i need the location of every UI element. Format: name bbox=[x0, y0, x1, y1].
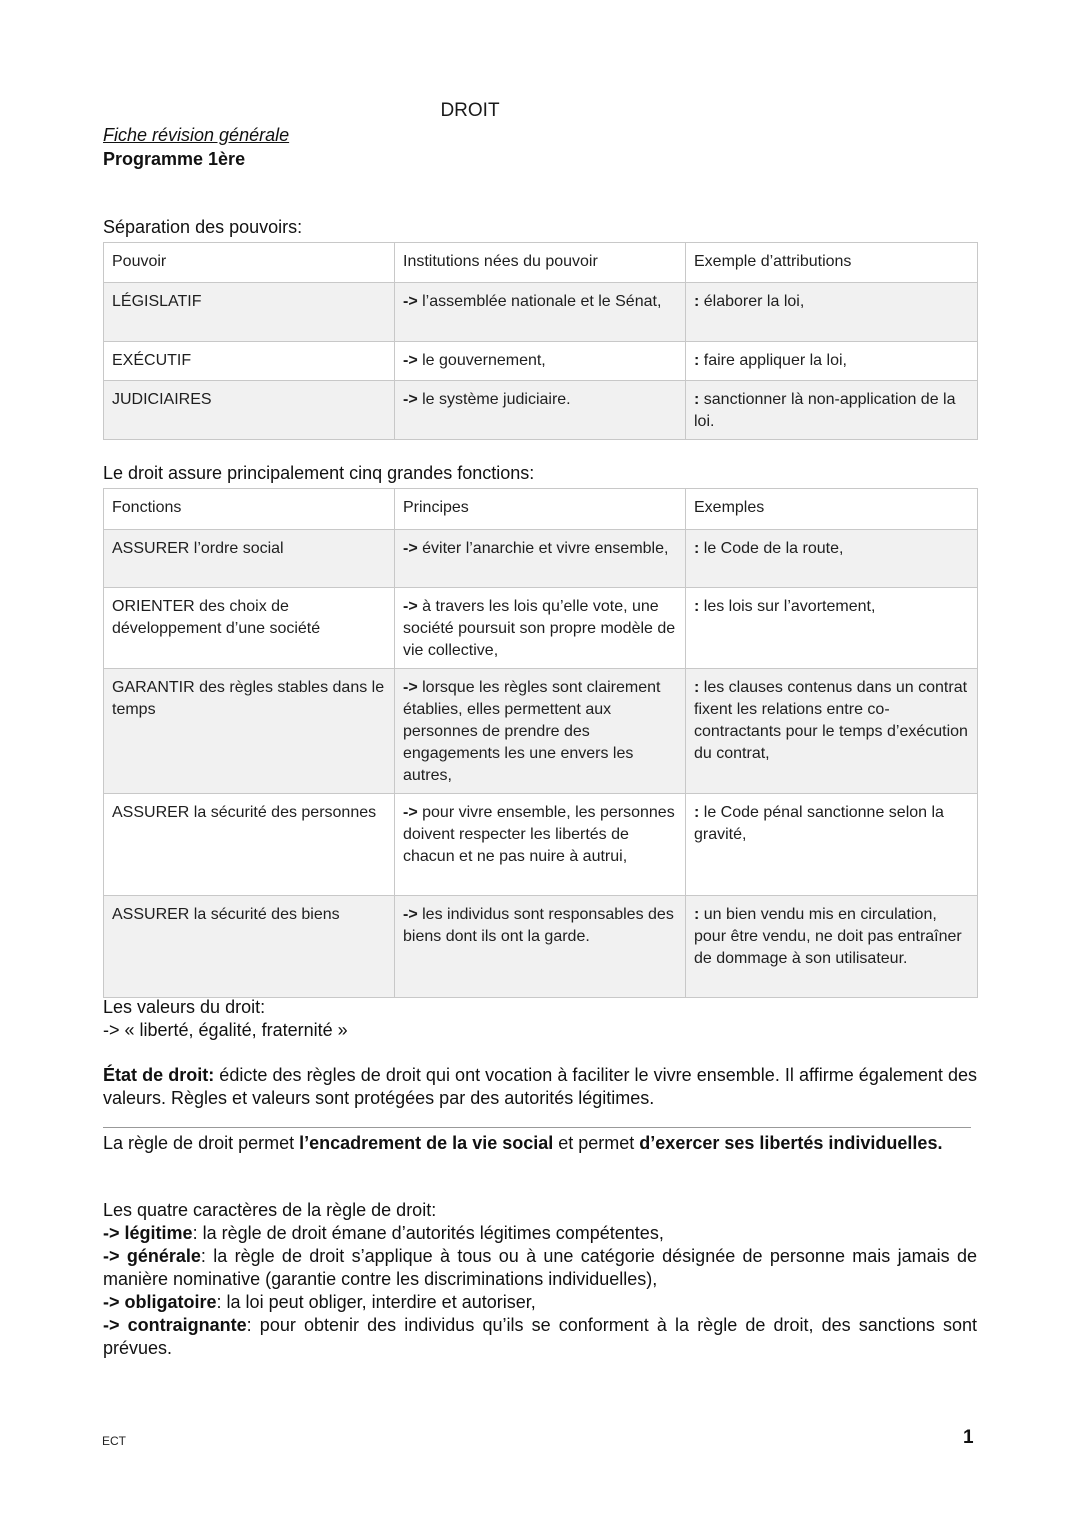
principe-text: lorsque les règles sont clairement établies, elles permettent aux personnes de prendre des engagements les une envers les autres, bbox=[403, 679, 661, 784]
table-row bbox=[104, 794, 978, 896]
fonctions-table bbox=[103, 488, 978, 998]
colon-marker: : bbox=[694, 352, 700, 369]
arrow-marker: -> bbox=[403, 391, 418, 408]
column-header: Institutions nées du pouvoir bbox=[395, 243, 686, 283]
arrow-marker: -> bbox=[103, 1223, 120, 1243]
institution-cell bbox=[395, 283, 686, 342]
column-header: Exemple d’attributions bbox=[686, 243, 978, 283]
caracteres-list bbox=[103, 1199, 977, 1360]
colon-marker: : bbox=[694, 540, 700, 557]
table-row bbox=[104, 283, 978, 342]
etat-de-droit-text: édicte des règles de droit qui ont vocation à faciliter le vivre ensemble. Il affirme également des valeurs. Règles et valeurs sont protégées par des autorités légitimes. bbox=[103, 1065, 977, 1108]
programme-label: Programme 1ère bbox=[103, 149, 246, 169]
list-item bbox=[103, 1291, 977, 1314]
colon-marker: : bbox=[694, 391, 700, 408]
arrow-marker: -> bbox=[403, 352, 418, 369]
institution-text: le gouvernement, bbox=[417, 352, 546, 369]
arrow-marker: -> bbox=[403, 906, 418, 923]
caractere-term: légitime bbox=[124, 1223, 193, 1243]
attribution-cell bbox=[686, 342, 978, 381]
arrow-marker: -> bbox=[103, 1246, 120, 1266]
arrow-marker: -> bbox=[403, 293, 418, 310]
attribution-cell bbox=[686, 381, 978, 440]
exemple-text: les clauses contenus dans un contrat fixent les relations entre co-contractants pour le temps d’exécution du contrat, bbox=[694, 679, 968, 762]
separator-line bbox=[103, 1127, 971, 1128]
pouvoir-cell: EXÉCUTIF bbox=[104, 342, 395, 381]
caractere-text: : la règle de droit émane d’autorités légitimes compétentes, bbox=[192, 1223, 664, 1243]
colon-marker: : bbox=[694, 906, 700, 923]
exemple-cell bbox=[686, 794, 978, 896]
footer-label: ECT bbox=[102, 1434, 126, 1448]
pouvoir-cell: JUDICIAIRES bbox=[104, 381, 395, 440]
principe-text: à travers les lois qu’elle vote, une société poursuit son propre modèle de vie collective, bbox=[403, 598, 676, 659]
fonction-cell: ASSURER l’ordre social bbox=[104, 530, 395, 588]
page-number: 1 bbox=[963, 1427, 974, 1448]
colon-marker: : bbox=[694, 598, 700, 615]
column-header: Principes bbox=[395, 489, 686, 530]
principe-cell bbox=[395, 669, 686, 794]
list-item bbox=[103, 1314, 977, 1360]
column-header: Exemples bbox=[686, 489, 978, 530]
arrow-marker: -> bbox=[403, 679, 418, 696]
exemple-cell bbox=[686, 896, 978, 998]
regle-emphasis: d’exercer ses libertés individuelles. bbox=[639, 1133, 943, 1153]
principe-cell bbox=[395, 794, 686, 896]
list-item bbox=[103, 1222, 977, 1245]
caractere-term: générale bbox=[126, 1246, 201, 1266]
separation-heading: Séparation des pouvoirs: bbox=[103, 217, 303, 237]
exemple-text: le Code de la route, bbox=[699, 540, 844, 557]
table-row bbox=[104, 342, 978, 381]
table-header-row bbox=[104, 243, 978, 283]
pouvoir-cell: LÉGISLATIF bbox=[104, 283, 395, 342]
arrow-marker: -> bbox=[103, 1292, 120, 1312]
colon-marker: : bbox=[694, 804, 700, 821]
fonctions-heading: Le droit assure principalement cinq grandes fonctions: bbox=[103, 463, 535, 483]
document-title: DROIT bbox=[440, 100, 500, 121]
arrow-marker: -> bbox=[403, 804, 418, 821]
table-row bbox=[104, 588, 978, 669]
column-header: Pouvoir bbox=[104, 243, 395, 283]
table-row bbox=[104, 381, 978, 440]
exemple-cell bbox=[686, 588, 978, 669]
exemple-text: le Code pénal sanctionne selon la gravité, bbox=[694, 804, 944, 843]
attribution-text: élaborer la loi, bbox=[699, 293, 805, 310]
exemple-cell bbox=[686, 669, 978, 794]
principe-cell bbox=[395, 530, 686, 588]
list-item bbox=[103, 1245, 977, 1291]
etat-de-droit-term: État de droit: bbox=[103, 1065, 215, 1085]
caractere-text: : la règle de droit s’applique à tous ou à une catégorie désignée de personne mais jamais de manière nominative (garantie contre les discriminations individuelles), bbox=[103, 1246, 977, 1289]
etat-de-droit-paragraph bbox=[103, 1064, 977, 1110]
arrow-marker: -> bbox=[403, 540, 418, 557]
valeurs-heading: Les valeurs du droit: bbox=[103, 997, 266, 1017]
fonction-cell: GARANTIR des règles stables dans le temps bbox=[104, 669, 395, 794]
arrow-marker: -> bbox=[103, 1315, 120, 1335]
institution-cell bbox=[395, 342, 686, 381]
fonction-cell: ASSURER la sécurité des personnes bbox=[104, 794, 395, 896]
colon-marker: : bbox=[694, 679, 700, 696]
exemple-cell bbox=[686, 530, 978, 588]
regle-text: et permet bbox=[553, 1133, 640, 1153]
principe-text: les individus sont responsables des biens dont ils ont la garde. bbox=[403, 906, 674, 945]
separation-table bbox=[103, 242, 978, 440]
valeurs-text: -> « liberté, égalité, fraternité » bbox=[103, 1020, 348, 1040]
exemple-text: un bien vendu mis en circulation, pour être vendu, ne doit pas entraîner de dommage à son utilisateur. bbox=[694, 906, 962, 967]
attribution-text: faire appliquer la loi, bbox=[699, 352, 847, 369]
table-row bbox=[104, 896, 978, 998]
arrow-marker: -> bbox=[403, 598, 418, 615]
table-row bbox=[104, 669, 978, 794]
caractere-text: : la loi peut obliger, interdire et autoriser, bbox=[216, 1292, 536, 1312]
principe-cell bbox=[395, 588, 686, 669]
caractere-term: contraignante bbox=[127, 1315, 247, 1335]
document-subtitle: Fiche révision générale bbox=[103, 125, 290, 145]
exemple-text: les lois sur l’avortement, bbox=[699, 598, 876, 615]
caractere-term: obligatoire bbox=[124, 1292, 217, 1312]
colon-marker: : bbox=[694, 293, 700, 310]
fonction-cell: ASSURER la sécurité des biens bbox=[104, 896, 395, 998]
principe-cell bbox=[395, 896, 686, 998]
regle-paragraph bbox=[103, 1132, 977, 1155]
column-header: Fonctions bbox=[104, 489, 395, 530]
principe-text: pour vivre ensemble, les personnes doivent respecter les libertés de chacun et ne pas nuire à autrui, bbox=[403, 804, 675, 865]
principe-text: éviter l’anarchie et vivre ensemble, bbox=[417, 540, 669, 557]
caracteres-heading: Les quatre caractères de la règle de droit: bbox=[103, 1200, 437, 1220]
caractere-text: : pour obtenir des individus qu’ils se conforment à la règle de droit, des sanctions sont prévues. bbox=[103, 1315, 977, 1358]
regle-text: La règle de droit permet bbox=[103, 1133, 300, 1153]
attribution-text: sanctionner là non-application de la loi. bbox=[694, 391, 956, 430]
table-header-row bbox=[104, 489, 978, 530]
fonction-cell: ORIENTER des choix de développement d’une société bbox=[104, 588, 395, 669]
attribution-cell bbox=[686, 283, 978, 342]
table-row bbox=[104, 530, 978, 588]
institution-cell bbox=[395, 381, 686, 440]
regle-emphasis: l’encadrement de la vie social bbox=[299, 1133, 554, 1153]
institution-text: l’assemblée nationale et le Sénat, bbox=[417, 293, 662, 310]
institution-text: le système judiciaire. bbox=[417, 391, 571, 408]
